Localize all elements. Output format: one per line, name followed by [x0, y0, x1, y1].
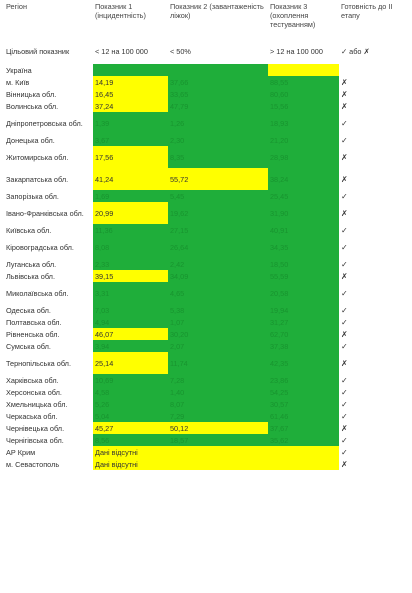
header-readiness: Готовність до II етапу: [341, 2, 393, 20]
table-row: [4, 76, 396, 88]
table-row: [4, 168, 396, 190]
indicator-1-cell: 45,27: [93, 422, 168, 434]
header-region: Регіон: [6, 2, 27, 11]
indicator-1-cell: 17,56: [93, 146, 168, 168]
readiness-cell: ✓: [339, 410, 396, 422]
readiness-cell: ✗: [339, 422, 396, 434]
indicator-1-cell: 4,58: [93, 386, 168, 398]
indicator-3-cell: 38,24: [268, 168, 339, 190]
target-p1: < 12 на 100 000: [93, 38, 168, 64]
readiness-cell: ✓: [339, 316, 396, 328]
readiness-cell: ✗: [339, 76, 396, 88]
indicator-3-cell: 23,86: [268, 374, 339, 386]
indicator-3-cell: 80,60: [268, 88, 339, 100]
indicator-2-cell: 18,57: [168, 434, 268, 446]
target-row: [4, 38, 396, 64]
table-row: [4, 386, 396, 398]
region-cell: Рівненська обл.: [6, 329, 60, 339]
header-indicator-1: Показник 1 (інцидентність): [95, 2, 146, 20]
no-data-cell: Дані відсутні: [93, 446, 339, 458]
readiness-cell: ✓: [339, 304, 396, 316]
target-ready: ✓ або ✗: [339, 38, 396, 64]
table-row: [4, 340, 396, 352]
region-cell: Дніпропетровська обл.: [6, 118, 83, 128]
region-cell: Закарпатська обл.: [6, 174, 69, 184]
indicator-2-cell: 33,65: [168, 88, 268, 100]
target-p2: < 50%: [168, 38, 268, 64]
indicator-2-cell: 8,07: [168, 398, 268, 410]
target-p3: > 12 на 100 000: [268, 38, 339, 64]
region-cell: Львівська обл.: [6, 271, 55, 281]
indicator-1-cell: [93, 64, 168, 76]
readiness-cell: ✓: [339, 374, 396, 386]
indicator-2-cell: 34,09: [168, 270, 268, 282]
indicator-2-cell: 26,64: [168, 236, 268, 258]
indicator-1-cell: 10,69: [93, 374, 168, 386]
readiness-cell: ✓: [339, 282, 396, 304]
indicator-3-cell: 61,46: [268, 410, 339, 422]
readiness-cell: ✓: [339, 190, 396, 202]
table-row: [4, 304, 396, 316]
table-row: [4, 398, 396, 410]
region-cell: Волинська обл.: [6, 101, 59, 111]
indicator-2-cell: 30,20: [168, 328, 268, 340]
indicator-2-cell: 7,28: [168, 374, 268, 386]
indicator-3-cell: 31,90: [268, 202, 339, 224]
readiness-cell: ✓: [339, 434, 396, 446]
table-row: [4, 202, 396, 224]
region-cell: Україна: [6, 65, 32, 75]
indicator-1-cell: 7,03: [93, 304, 168, 316]
indicator-1-cell: 20,99: [93, 202, 168, 224]
indicator-3-cell: 54,25: [268, 386, 339, 398]
readiness-cell: ✗: [339, 168, 396, 190]
indicator-1-cell: 39,15: [93, 270, 168, 282]
indicator-2-cell: 5,38: [168, 304, 268, 316]
indicator-1-cell: 1,69: [93, 190, 168, 202]
region-cell: Одеська обл.: [6, 305, 51, 315]
readiness-cell: ✓: [339, 134, 396, 146]
indicator-2-cell: 7,29: [168, 410, 268, 422]
indicator-2-cell: 37,66: [168, 76, 268, 88]
indicator-1-cell: 3,31: [93, 282, 168, 304]
readiness-cell: ✗: [339, 88, 396, 100]
region-cell: Запорізька обл.: [6, 191, 59, 201]
table-row: [4, 446, 396, 458]
indicator-3-cell: 40,91: [268, 224, 339, 236]
region-cell: Миколаївська обл.: [6, 288, 69, 298]
indicator-2-cell: 8,35: [168, 146, 268, 168]
table-row: [4, 64, 396, 76]
indicator-1-cell: 11,36: [93, 224, 168, 236]
region-cell: Івано-Франківська обл.: [6, 208, 84, 218]
indicator-3-cell: 20,58: [268, 282, 339, 304]
readiness-cell: ✓: [339, 258, 396, 270]
region-cell: Київська обл.: [6, 225, 52, 235]
indicator-2-cell: 2,42: [168, 258, 268, 270]
region-cell: Чернівецька обл.: [6, 423, 65, 433]
readiness-cell: ✗: [339, 100, 396, 112]
table-row: [4, 282, 396, 304]
indicator-1-cell: 25,14: [93, 352, 168, 374]
region-cell: Тернопільська обл.: [6, 358, 71, 368]
indicator-3-cell: 88,55: [268, 76, 339, 88]
table-row: [4, 224, 396, 236]
indicator-1-cell: 5,04: [93, 410, 168, 422]
table-row: [4, 88, 396, 100]
table-row: [4, 328, 396, 340]
indicator-3-cell: 55,59: [268, 270, 339, 282]
indicator-3-cell: 18,50: [268, 258, 339, 270]
table-row: [4, 190, 396, 202]
table-row: [4, 422, 396, 434]
region-cell: Сумська обл.: [6, 341, 51, 351]
readiness-cell: [339, 64, 396, 76]
indicator-1-cell: 8,08: [93, 236, 168, 258]
indicator-3-cell: 18,93: [268, 112, 339, 134]
readiness-cell: ✗: [339, 328, 396, 340]
region-cell: Харківська обл.: [6, 375, 59, 385]
indicator-1-cell: 1,39: [93, 112, 168, 134]
indicator-2-cell: 1,07: [168, 316, 268, 328]
table-row: [4, 352, 396, 374]
readiness-cell: ✗: [339, 352, 396, 374]
table-row: [4, 316, 396, 328]
region-cell: Донецька обл.: [6, 135, 55, 145]
readiness-cell: ✓: [339, 398, 396, 410]
region-cell: Херсонська обл.: [6, 387, 62, 397]
readiness-cell: ✓: [339, 386, 396, 398]
indicator-2-cell: 19,62: [168, 202, 268, 224]
table-row: [4, 236, 396, 258]
indicator-1-cell: 16,45: [93, 88, 168, 100]
indicator-3-cell: 21,20: [268, 134, 339, 146]
table-row: [4, 374, 396, 386]
indicator-1-cell: 46,07: [93, 328, 168, 340]
region-cell: м. Севастополь: [6, 459, 60, 469]
indicator-2-cell: 2,30: [168, 134, 268, 146]
table-row: [4, 100, 396, 112]
table-row: [4, 112, 396, 134]
indicator-3-cell: 30,57: [268, 398, 339, 410]
indicator-2-cell: 1,40: [168, 386, 268, 398]
indicator-1-cell: 14,19: [93, 76, 168, 88]
region-cell: Луганська обл.: [6, 259, 57, 269]
indicator-2-cell: 55,72: [168, 168, 268, 190]
header-row: [4, 0, 396, 38]
region-cell: Черкаська обл.: [6, 411, 58, 421]
indicator-2-cell: 11,74: [168, 352, 268, 374]
region-cell: Чернігівська обл.: [6, 435, 64, 445]
indicator-2-cell: 2,07: [168, 340, 268, 352]
indicator-1-cell: 2,33: [93, 258, 168, 270]
indicator-1-cell: 3,67: [93, 134, 168, 146]
indicator-3-cell: 28,98: [268, 146, 339, 168]
readiness-cell: ✓: [339, 224, 396, 236]
indicator-3-cell: 42,35: [268, 352, 339, 374]
target-label: Цільовий показник: [4, 38, 93, 64]
region-cell: Полтавська обл.: [6, 317, 62, 327]
table-row: [4, 270, 396, 282]
region-cell: АР Крим: [6, 447, 36, 457]
region-cell: Кіровоградська обл.: [6, 242, 74, 252]
indicator-3-cell: 25,45: [268, 190, 339, 202]
readiness-cell: ✗: [339, 202, 396, 224]
table-row: [4, 434, 396, 446]
region-cell: Житомирська обл.: [6, 152, 69, 162]
indicator-1-cell: 8,56: [93, 434, 168, 446]
region-cell: м. Київ: [6, 77, 30, 87]
indicator-1-cell: 5,26: [93, 398, 168, 410]
table-row: [4, 258, 396, 270]
header-indicator-3: Показник 3 (охоплення тестуванням): [270, 2, 316, 29]
indicator-2-cell: [168, 64, 268, 76]
readiness-table: [4, 0, 396, 470]
readiness-cell: ✗: [339, 270, 396, 282]
header-indicator-2: Показник 2 (завантаженість ліжок): [170, 2, 264, 20]
indicator-3-cell: 37,38: [268, 340, 339, 352]
readiness-cell: ✓: [339, 236, 396, 258]
indicator-3-cell: [268, 64, 339, 76]
table-row: [4, 146, 396, 168]
indicator-1-cell: 41,24: [93, 168, 168, 190]
region-cell: Вінницька обл.: [6, 89, 57, 99]
table-row: [4, 410, 396, 422]
readiness-cell: ✓: [339, 446, 396, 458]
indicator-3-cell: 62,70: [268, 328, 339, 340]
indicator-2-cell: 50,12: [168, 422, 268, 434]
region-cell: Хмельницька обл.: [6, 399, 68, 409]
readiness-cell: ✗: [339, 146, 396, 168]
indicator-3-cell: 34,35: [268, 236, 339, 258]
indicator-2-cell: 47,79: [168, 100, 268, 112]
readiness-cell: ✓: [339, 112, 396, 134]
readiness-cell: ✓: [339, 340, 396, 352]
table-row: [4, 458, 396, 470]
readiness-cell: ✗: [339, 458, 396, 470]
indicator-2-cell: 5,45: [168, 190, 268, 202]
indicator-3-cell: 35,62: [268, 434, 339, 446]
indicator-1-cell: 37,24: [93, 100, 168, 112]
indicator-3-cell: 31,27: [268, 316, 339, 328]
indicator-3-cell: 37,67: [268, 422, 339, 434]
indicator-2-cell: 27,15: [168, 224, 268, 236]
indicator-2-cell: 1,26: [168, 112, 268, 134]
indicator-3-cell: 19,94: [268, 304, 339, 316]
indicator-2-cell: 4,65: [168, 282, 268, 304]
no-data-cell: Дані відсутні: [93, 458, 339, 470]
indicator-1-cell: 4,94: [93, 316, 168, 328]
indicator-3-cell: 15,56: [268, 100, 339, 112]
indicator-1-cell: 3,94: [93, 340, 168, 352]
table-row: [4, 134, 396, 146]
